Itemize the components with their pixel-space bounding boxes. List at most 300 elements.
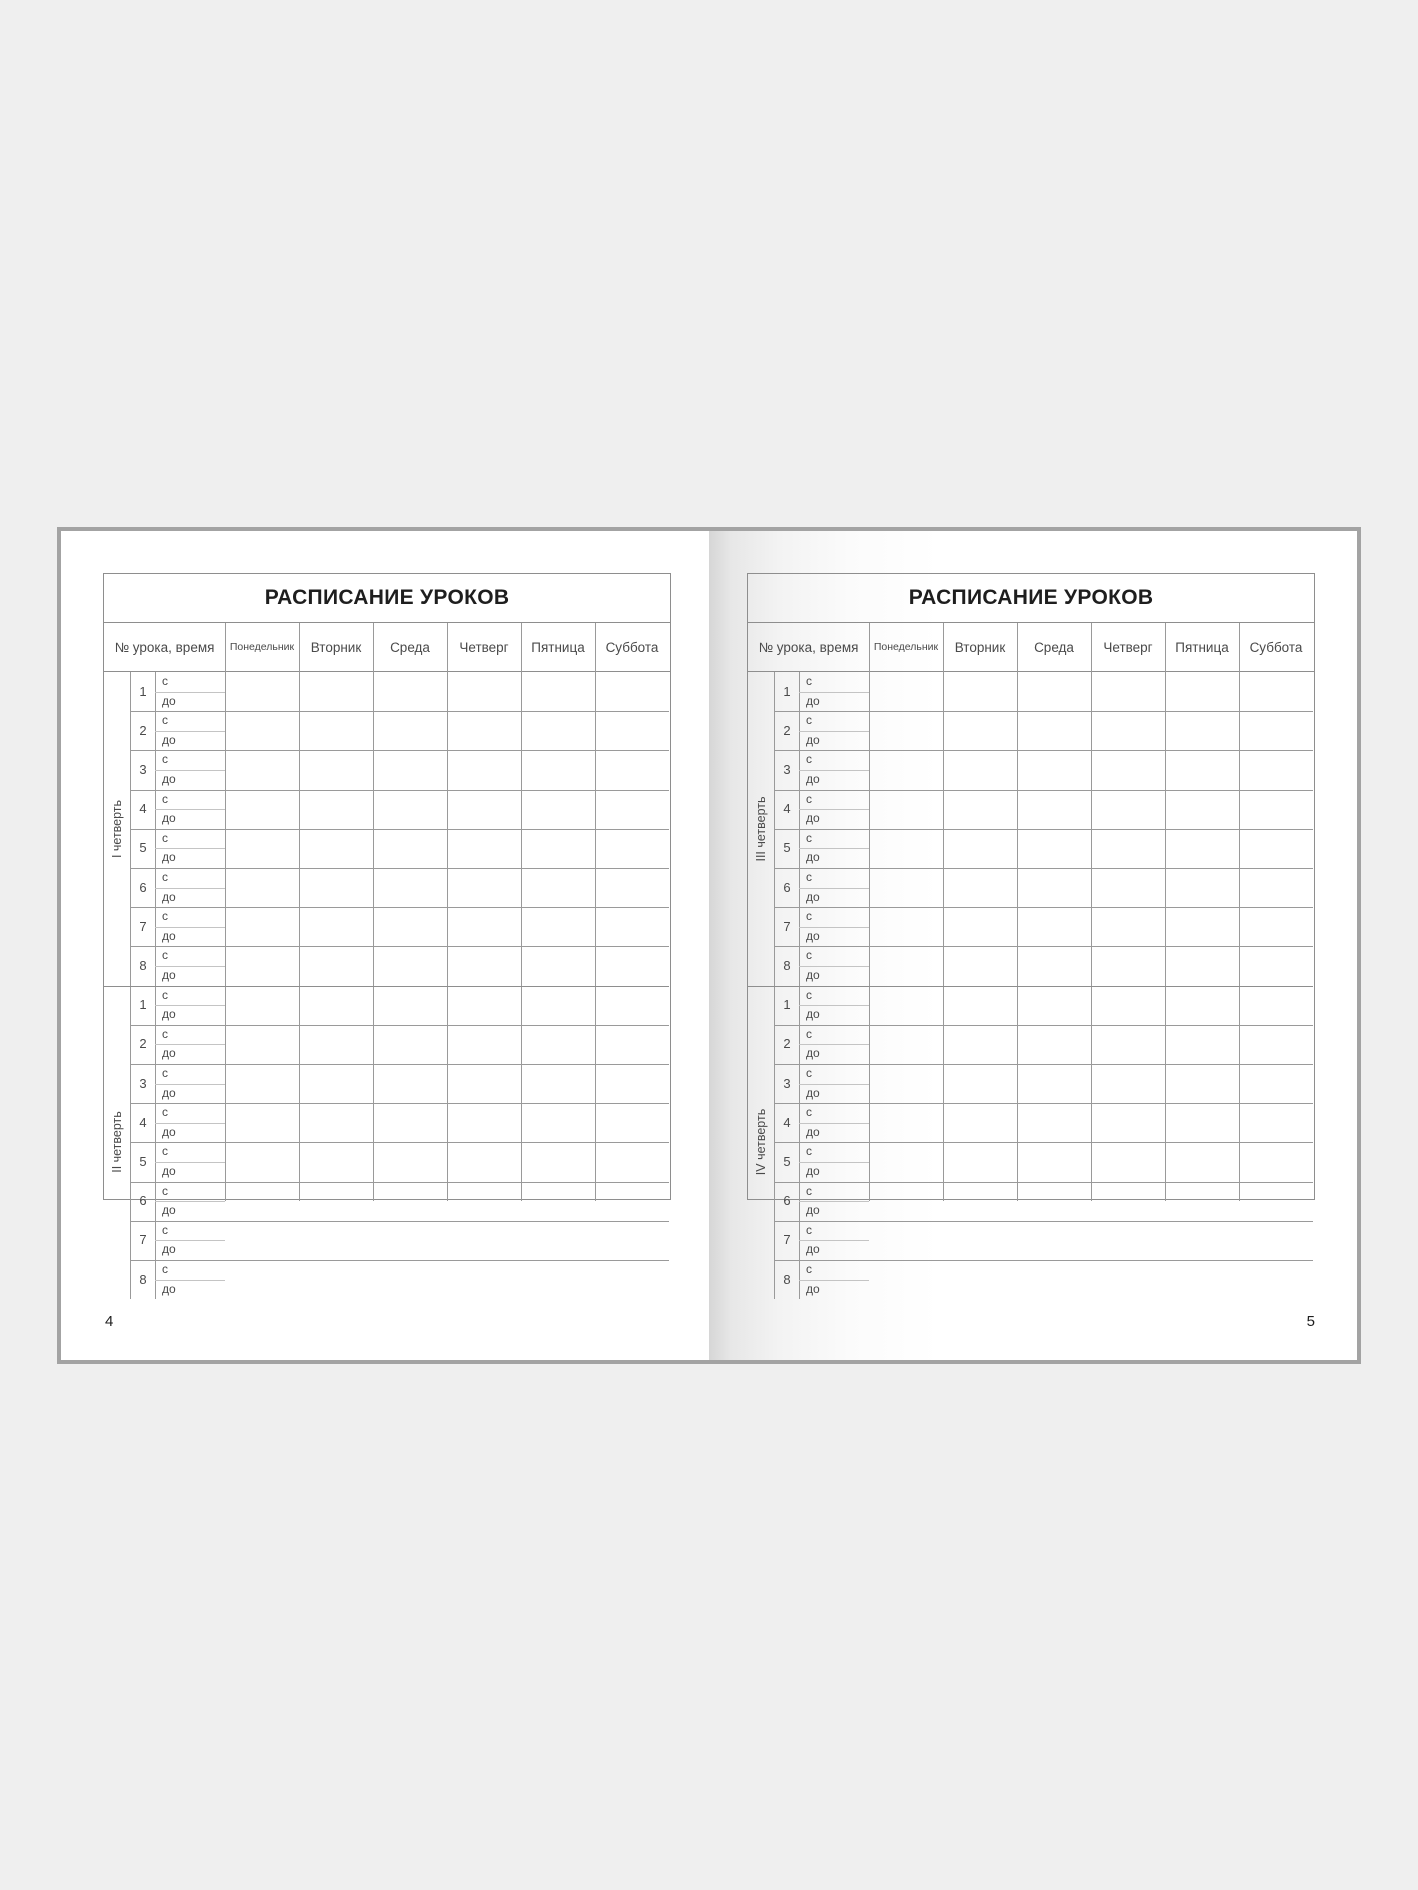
schedule-cell[interactable]	[870, 1104, 942, 1141]
schedule-cell[interactable]	[448, 1065, 520, 1102]
lesson-number: 4	[139, 1114, 147, 1130]
schedule-cell[interactable]	[944, 908, 1016, 945]
schedule-cell[interactable]	[870, 751, 942, 788]
schedule-cell[interactable]	[1018, 1261, 1090, 1298]
time-from-label: с	[806, 713, 812, 728]
schedule-cell[interactable]	[944, 830, 1016, 867]
schedule-cell[interactable]	[1018, 1143, 1090, 1180]
schedule-cell[interactable]	[1240, 830, 1312, 867]
header-day: Среда	[390, 639, 430, 655]
schedule-cell[interactable]	[448, 791, 520, 828]
schedule-cell[interactable]	[374, 1183, 446, 1220]
schedule-cell[interactable]	[522, 1104, 594, 1141]
schedule-cell[interactable]	[1240, 987, 1312, 1024]
schedule-cell[interactable]	[374, 751, 446, 788]
schedule-cell[interactable]	[870, 791, 942, 828]
time-from-label: с	[162, 1066, 168, 1080]
time-split-line	[155, 1280, 225, 1281]
page-right	[709, 531, 1357, 1360]
schedule-cell[interactable]	[300, 1065, 372, 1102]
schedule-cell[interactable]	[870, 1261, 942, 1298]
schedule-cell[interactable]	[1166, 908, 1238, 945]
time-to-label: до	[806, 1281, 820, 1296]
time-to-label: до	[806, 772, 820, 786]
schedule-cell[interactable]	[1240, 1065, 1312, 1102]
schedule-cell[interactable]	[448, 869, 520, 906]
schedule-cell[interactable]	[374, 947, 446, 984]
schedule-cell[interactable]	[374, 987, 446, 1024]
schedule-cell[interactable]	[448, 1261, 520, 1298]
schedule-cell[interactable]	[226, 1065, 298, 1102]
time-split-line	[155, 1162, 225, 1163]
schedule-cell[interactable]	[522, 673, 594, 710]
schedule-cell[interactable]	[522, 791, 594, 828]
schedule-cell[interactable]	[1018, 1065, 1090, 1102]
schedule-cell[interactable]	[448, 987, 520, 1024]
time-to-label: до	[806, 928, 820, 943]
schedule-cell[interactable]	[1240, 1222, 1312, 1259]
schedule-cell[interactable]	[448, 1026, 520, 1063]
header-day: Пятница	[1175, 639, 1229, 655]
schedule-cell[interactable]	[1166, 987, 1238, 1024]
time-from-label: с	[806, 1144, 812, 1159]
schedule-cell[interactable]	[522, 751, 594, 788]
lesson-number: 4	[783, 801, 791, 817]
schedule-cell[interactable]	[1092, 1261, 1164, 1298]
header-lesson-time: № урока, время	[114, 639, 215, 655]
schedule-cell[interactable]	[300, 830, 372, 867]
schedule-cell[interactable]	[374, 1261, 446, 1298]
time-split-line	[155, 1084, 225, 1085]
time-to-label: до	[162, 732, 176, 747]
schedule-cell[interactable]	[300, 1104, 372, 1141]
time-split-line	[155, 770, 225, 771]
lesson-number: 7	[139, 1232, 147, 1248]
time-to-label: до	[162, 811, 176, 826]
schedule-cell[interactable]	[300, 1222, 372, 1259]
schedule-cell[interactable]	[300, 947, 372, 984]
schedule-cell[interactable]	[870, 1222, 942, 1259]
schedule-cell[interactable]	[1166, 712, 1238, 749]
schedule-cell[interactable]	[596, 673, 668, 710]
schedule-cell[interactable]	[300, 712, 372, 749]
header-lesson-time: № урока, время	[758, 639, 859, 655]
lesson-number: 4	[783, 1114, 791, 1130]
time-split-line	[155, 731, 225, 732]
schedule-cell[interactable]	[1240, 1261, 1312, 1298]
schedule-cell[interactable]	[1092, 947, 1164, 984]
schedule-cell[interactable]	[944, 987, 1016, 1024]
schedule-cell[interactable]	[226, 987, 298, 1024]
schedule-cell[interactable]	[596, 791, 668, 828]
schedule-cell[interactable]	[300, 791, 372, 828]
time-to-label: до	[806, 1007, 820, 1022]
schedule-cell[interactable]	[1166, 1183, 1238, 1220]
schedule-cell[interactable]	[944, 791, 1016, 828]
time-to-label: до	[806, 968, 820, 982]
schedule-cell[interactable]	[522, 1026, 594, 1063]
schedule-cell[interactable]	[596, 1222, 668, 1259]
header-day: Четверг	[1103, 639, 1153, 655]
schedule-cell[interactable]	[1018, 751, 1090, 788]
header-day: Вторник	[954, 639, 1006, 655]
time-to-label: до	[162, 1007, 176, 1022]
time-from-label: с	[162, 1144, 168, 1159]
schedule-cell[interactable]	[596, 1183, 668, 1220]
schedule-title: РАСПИСАНИЕ УРОКОВ	[104, 574, 670, 623]
schedule-cell[interactable]	[1092, 1143, 1164, 1180]
lesson-number: 8	[783, 1271, 791, 1287]
schedule-cell[interactable]	[596, 1261, 668, 1298]
schedule-cell[interactable]	[374, 908, 446, 945]
schedule-cell[interactable]	[1166, 947, 1238, 984]
schedule-cell[interactable]	[1092, 673, 1164, 710]
time-to-label: до	[162, 928, 176, 943]
schedule-cell[interactable]	[300, 1026, 372, 1063]
schedule-cell[interactable]	[1092, 712, 1164, 749]
schedule-cell[interactable]	[596, 908, 668, 945]
time-to-label: до	[162, 1203, 176, 1218]
time-from-label: с	[162, 909, 168, 924]
schedule-cell[interactable]	[1018, 869, 1090, 906]
lesson-number: 6	[783, 879, 791, 895]
schedule-cell[interactable]	[300, 1143, 372, 1180]
schedule-cell[interactable]	[870, 987, 942, 1024]
time-split-line	[799, 848, 869, 849]
schedule-cell[interactable]	[448, 751, 520, 788]
schedule-cell[interactable]	[226, 712, 298, 749]
schedule-cell[interactable]	[226, 1261, 298, 1298]
schedule-cell[interactable]	[448, 830, 520, 867]
time-split-line	[799, 966, 869, 967]
schedule-cell[interactable]	[522, 1222, 594, 1259]
lesson-number: 7	[783, 918, 791, 934]
schedule-cell[interactable]	[1018, 830, 1090, 867]
time-from-label: с	[806, 1066, 812, 1080]
time-to-label: до	[806, 732, 820, 747]
schedule-cell[interactable]	[448, 947, 520, 984]
time-split-line	[155, 888, 225, 889]
time-to-label: до	[806, 850, 820, 865]
schedule-cell[interactable]	[1166, 830, 1238, 867]
time-split-line	[799, 692, 869, 693]
schedule-cell[interactable]	[1240, 712, 1312, 749]
page-left	[61, 531, 709, 1360]
schedule-cell[interactable]	[870, 1026, 942, 1063]
time-split-line	[155, 1123, 225, 1124]
schedule-cell[interactable]	[522, 712, 594, 749]
schedule-cell[interactable]	[1240, 673, 1312, 710]
schedule-cell[interactable]	[1092, 987, 1164, 1024]
schedule-cell[interactable]	[870, 869, 942, 906]
schedule-cell[interactable]	[1018, 1183, 1090, 1220]
schedule-cell[interactable]	[300, 987, 372, 1024]
quarter-label: II четверть	[110, 1111, 124, 1174]
page-number: 5	[1306, 1313, 1315, 1330]
schedule-cell[interactable]	[944, 1104, 1016, 1141]
time-split-line	[155, 1005, 225, 1006]
lesson-number: 1	[783, 683, 791, 699]
time-to-label: до	[806, 1085, 820, 1100]
schedule-cell[interactable]	[1166, 869, 1238, 906]
schedule-cell[interactable]	[1018, 987, 1090, 1024]
schedule-cell[interactable]	[374, 1026, 446, 1063]
schedule-cell[interactable]	[944, 1065, 1016, 1102]
lesson-number: 5	[783, 1154, 791, 1169]
schedule-cell[interactable]	[1092, 1026, 1164, 1063]
time-from-label: с	[162, 948, 168, 963]
schedule-cell[interactable]	[596, 751, 668, 788]
schedule-cell[interactable]	[1018, 791, 1090, 828]
schedule-cell[interactable]	[226, 947, 298, 984]
schedule-cell[interactable]	[1240, 791, 1312, 828]
time-split-line	[799, 1280, 869, 1281]
schedule-cell[interactable]	[870, 712, 942, 749]
schedule-cell[interactable]	[1166, 1104, 1238, 1141]
schedule-cell[interactable]	[870, 1183, 942, 1220]
time-from-label: с	[806, 1105, 812, 1120]
lesson-number: 6	[139, 1193, 147, 1209]
schedule-cell[interactable]	[1018, 1104, 1090, 1141]
time-from-label: с	[806, 830, 812, 845]
schedule-cell[interactable]	[944, 1026, 1016, 1063]
schedule-cell[interactable]	[870, 830, 942, 867]
time-split-line	[799, 1084, 869, 1085]
time-split-line	[799, 1044, 869, 1045]
schedule-cell[interactable]	[522, 830, 594, 867]
schedule-cell[interactable]	[522, 987, 594, 1024]
schedule-cell[interactable]	[522, 869, 594, 906]
schedule-cell[interactable]	[374, 712, 446, 749]
schedule-cell[interactable]	[300, 1261, 372, 1298]
schedule-cell[interactable]	[522, 1183, 594, 1220]
schedule-cell[interactable]	[1240, 1026, 1312, 1063]
schedule-cell[interactable]	[596, 712, 668, 749]
schedule-cell[interactable]	[596, 830, 668, 867]
schedule-cell[interactable]	[522, 908, 594, 945]
schedule-cell[interactable]	[1240, 908, 1312, 945]
time-split-line	[799, 888, 869, 889]
lesson-number: 5	[139, 840, 147, 856]
schedule-cell[interactable]	[1092, 751, 1164, 788]
time-to-label: до	[162, 1164, 176, 1178]
lesson-number: 8	[139, 1271, 147, 1287]
time-to-label: до	[162, 772, 176, 786]
schedule-cell[interactable]	[300, 869, 372, 906]
time-from-label: с	[806, 909, 812, 924]
schedule-cell[interactable]	[944, 1261, 1016, 1298]
schedule-cell[interactable]	[1240, 947, 1312, 984]
schedule-cell[interactable]	[1092, 1104, 1164, 1141]
lesson-number: 5	[783, 840, 791, 856]
schedule-cell[interactable]	[596, 869, 668, 906]
lesson-number: 7	[139, 918, 147, 934]
diary-spread	[57, 527, 1361, 1364]
schedule-cell[interactable]	[1018, 908, 1090, 945]
schedule-cell[interactable]	[1166, 1261, 1238, 1298]
schedule-cell[interactable]	[596, 1104, 668, 1141]
schedule-cell[interactable]	[374, 673, 446, 710]
schedule-cell[interactable]	[522, 947, 594, 984]
schedule-cell[interactable]	[596, 1143, 668, 1180]
schedule-cell[interactable]	[448, 1222, 520, 1259]
schedule-cell[interactable]	[1018, 947, 1090, 984]
schedule-cell[interactable]	[1240, 1183, 1312, 1220]
schedule-cell[interactable]	[300, 908, 372, 945]
quarter-label: I четверть	[110, 799, 124, 858]
schedule-cell[interactable]	[596, 1026, 668, 1063]
schedule-cell[interactable]	[596, 947, 668, 984]
schedule-cell[interactable]	[226, 1143, 298, 1180]
schedule-cell[interactable]	[1018, 712, 1090, 749]
header-day: Суббота	[1249, 639, 1303, 655]
schedule-cell[interactable]	[226, 1104, 298, 1141]
time-from-label: с	[162, 987, 168, 1002]
schedule-cell[interactable]	[226, 791, 298, 828]
time-to-label: до	[162, 1046, 176, 1061]
lesson-number: 8	[783, 958, 791, 973]
time-to-label: до	[162, 1242, 176, 1257]
schedule-cell[interactable]	[226, 751, 298, 788]
time-to-label: до	[162, 968, 176, 982]
schedule-cell[interactable]	[1166, 673, 1238, 710]
schedule-cell[interactable]	[1092, 1222, 1164, 1259]
schedule-cell[interactable]	[1092, 1065, 1164, 1102]
time-split-line	[155, 966, 225, 967]
schedule-title: РАСПИСАНИЕ УРОКОВ	[748, 574, 1314, 623]
time-from-label: с	[162, 870, 168, 884]
schedule-cell[interactable]	[300, 673, 372, 710]
schedule-cell[interactable]	[944, 751, 1016, 788]
schedule-cell[interactable]	[448, 1143, 520, 1180]
schedule-cell[interactable]	[1240, 1104, 1312, 1141]
time-from-label: с	[162, 1105, 168, 1120]
schedule-cell[interactable]	[374, 1222, 446, 1259]
header-day: Понедельник	[229, 641, 295, 653]
schedule-cell[interactable]	[226, 1222, 298, 1259]
time-split-line	[155, 809, 225, 810]
schedule-cell[interactable]	[374, 830, 446, 867]
time-from-label: с	[806, 752, 812, 767]
schedule-cell[interactable]	[944, 1222, 1016, 1259]
schedule-cell[interactable]	[944, 1183, 1016, 1220]
schedule-cell[interactable]	[1166, 1026, 1238, 1063]
schedule-cell[interactable]	[870, 1065, 942, 1102]
schedule-cell[interactable]	[226, 908, 298, 945]
time-from-label: с	[162, 713, 168, 728]
time-from-label: с	[162, 1262, 168, 1276]
time-split-line	[155, 1201, 225, 1202]
schedule-cell[interactable]	[226, 869, 298, 906]
lesson-number: 2	[783, 722, 791, 738]
schedule-cell[interactable]	[1166, 751, 1238, 788]
schedule-cell[interactable]	[1240, 869, 1312, 906]
schedule-cell[interactable]	[1166, 1143, 1238, 1180]
time-from-label: с	[806, 987, 812, 1002]
schedule-cell[interactable]	[944, 673, 1016, 710]
time-to-label: до	[162, 1124, 176, 1139]
schedule-cell[interactable]	[1092, 1183, 1164, 1220]
time-from-label: с	[806, 1262, 812, 1276]
quarter-label: IV четверть	[754, 1109, 768, 1176]
time-from-label: с	[806, 948, 812, 963]
schedule-cell[interactable]	[1240, 751, 1312, 788]
time-split-line	[799, 1240, 869, 1241]
schedule-cell[interactable]	[1092, 908, 1164, 945]
schedule-cell[interactable]	[448, 673, 520, 710]
time-split-line	[799, 770, 869, 771]
lesson-number: 4	[139, 801, 147, 817]
time-from-label: с	[162, 752, 168, 767]
schedule-cell[interactable]	[374, 869, 446, 906]
lesson-number: 3	[139, 762, 147, 777]
schedule-cell[interactable]	[1092, 830, 1164, 867]
lesson-number: 1	[139, 683, 147, 699]
schedule-cell[interactable]	[226, 673, 298, 710]
schedule-cell[interactable]	[944, 869, 1016, 906]
time-split-line	[799, 1123, 869, 1124]
time-from-label: с	[806, 1222, 812, 1237]
schedule-cell[interactable]	[300, 1183, 372, 1220]
schedule-cell[interactable]	[448, 1183, 520, 1220]
schedule-cell[interactable]	[226, 830, 298, 867]
schedule-cell[interactable]	[1166, 791, 1238, 828]
schedule-cell[interactable]	[1092, 869, 1164, 906]
lesson-number: 2	[139, 1036, 147, 1052]
schedule-cell[interactable]	[944, 1143, 1016, 1180]
time-to-label: до	[162, 1281, 176, 1296]
schedule-cell[interactable]	[374, 791, 446, 828]
schedule-cell[interactable]	[870, 673, 942, 710]
schedule-cell[interactable]	[374, 1104, 446, 1141]
schedule-cell[interactable]	[944, 947, 1016, 984]
lesson-number: 1	[783, 997, 791, 1013]
time-from-label: с	[806, 1183, 812, 1198]
schedule-cell[interactable]	[522, 1261, 594, 1298]
schedule-cell[interactable]	[1018, 673, 1090, 710]
schedule-cell[interactable]	[522, 1143, 594, 1180]
schedule-cell[interactable]	[300, 751, 372, 788]
schedule-cell[interactable]	[596, 987, 668, 1024]
schedule-cell[interactable]	[448, 1104, 520, 1141]
time-split-line	[155, 1044, 225, 1045]
schedule-cell[interactable]	[596, 1065, 668, 1102]
schedule-cell[interactable]	[1018, 1222, 1090, 1259]
schedule-cell[interactable]	[1166, 1065, 1238, 1102]
schedule-cell[interactable]	[870, 908, 942, 945]
schedule-cell[interactable]	[448, 712, 520, 749]
schedule-cell[interactable]	[870, 1143, 942, 1180]
schedule-cell[interactable]	[522, 1065, 594, 1102]
schedule-cell[interactable]	[374, 1065, 446, 1102]
schedule-cell[interactable]	[226, 1026, 298, 1063]
time-split-line	[799, 1201, 869, 1202]
lesson-number: 2	[783, 1036, 791, 1052]
lesson-number: 6	[783, 1193, 791, 1209]
schedule-cell[interactable]	[944, 712, 1016, 749]
schedule-cell[interactable]	[1166, 1222, 1238, 1259]
schedule-cell[interactable]	[448, 908, 520, 945]
schedule-cell[interactable]	[1092, 791, 1164, 828]
schedule-cell[interactable]	[226, 1183, 298, 1220]
time-to-label: до	[806, 1046, 820, 1061]
schedule-cell[interactable]	[1240, 1143, 1312, 1180]
schedule-cell[interactable]	[1018, 1026, 1090, 1063]
lesson-number: 5	[139, 1154, 147, 1169]
schedule-cell[interactable]	[374, 1143, 446, 1180]
time-from-label: с	[806, 1026, 812, 1041]
schedule-cell[interactable]	[870, 947, 942, 984]
